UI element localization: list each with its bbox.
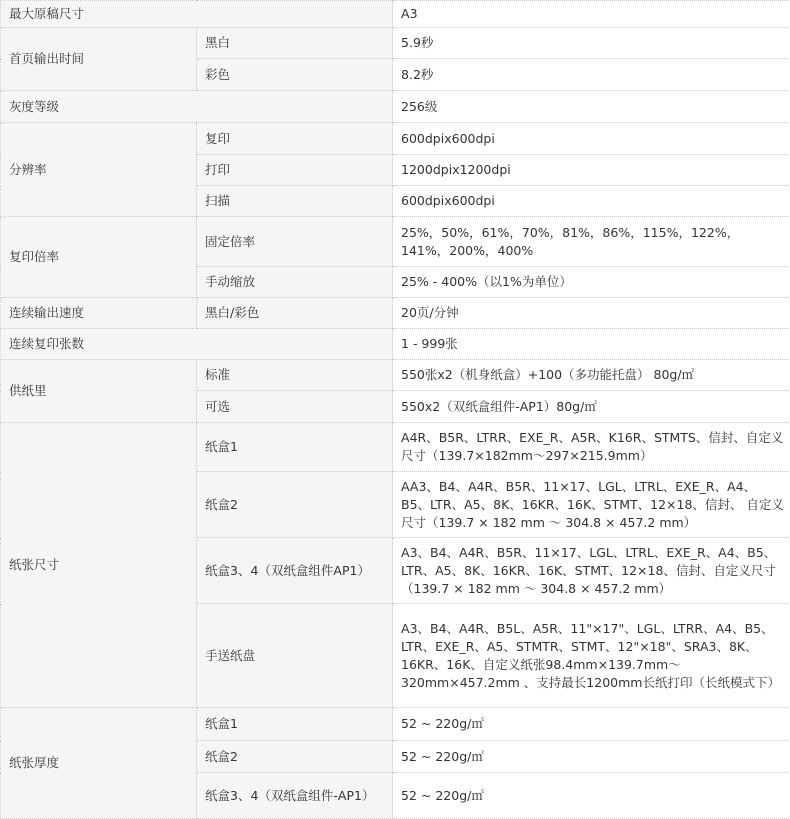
sub-paper-supply-standard: 标准: [197, 360, 393, 391]
sub-first-output-color: 彩色: [197, 59, 393, 91]
value-paper-size-tray2: AA3、B4、A4R、B5R、11×17、LGL、LTRL、EXE_R、A4、B5、LTR、A5、8K、16KR、16K、STMT、12×18、信封、 自定义尺寸（139.7 × 182 mm ～ 304.8 × 457.2 mm）: [393, 472, 790, 538]
row-resolution-copy: [1, 123, 790, 155]
label-paper-supply: 供纸里: [1, 360, 197, 423]
row-speed: [1, 298, 790, 329]
label-continuous-copy: 连续复印张数: [1, 329, 393, 360]
sub-paper-weight-tray34: 纸盒3、4（双纸盒组件-AP1）: [197, 773, 393, 819]
sub-paper-size-tray1: 纸盒1: [197, 423, 393, 472]
value-paper-supply-optional: 550x2（双纸盒组件-AP1）80g/㎡: [393, 391, 790, 423]
label-zoom: 复印倍率: [1, 217, 197, 298]
sub-paper-size-tray2: 纸盒2: [197, 472, 393, 538]
sub-paper-weight-tray2: 纸盒2: [197, 741, 393, 773]
label-paper-size: 纸张尺寸: [1, 423, 197, 708]
sub-resolution-copy: 复印: [197, 123, 393, 155]
value-paper-size-tray1: A4R、B5R、LTRR、EXE_R、A5R、K16R、STMTS、信封、自定义尺寸（139.7×182mm～297×215.9mm）: [393, 423, 790, 472]
label-max-original: 最大原稿尺寸: [1, 1, 393, 28]
row-paper-size-tray1: [1, 423, 790, 472]
value-first-output-bw: 5.9秒: [393, 28, 790, 59]
sub-zoom-fixed: 固定倍率: [197, 217, 393, 267]
value-continuous-copy: 1 - 999张: [393, 329, 790, 360]
label-grayscale: 灰度等级: [1, 91, 393, 123]
sub-resolution-print: 打印: [197, 155, 393, 186]
value-paper-size-tray34: A3、B4、A4R、B5R、11×17、LGL、LTRL、EXE_R、A4、B5、LTR、A5、8K、16KR、16K、STMT、12×18、信封、自定义尺寸（139.7 × 182 mm ～ 304.8 × 457.2 mm）: [393, 538, 790, 604]
value-max-original: A3: [393, 1, 790, 28]
value-zoom-fixed: 25%，50%，61%，70%，81%，86%，115%，122%，141%，200%，400%: [393, 217, 790, 267]
row-zoom-fixed: [1, 217, 790, 267]
value-zoom-manual: 25% - 400%（以1%为单位）: [393, 267, 790, 298]
row-paper-weight-tray1: [1, 708, 790, 741]
sub-paper-size-tray34: 纸盒3、4（双纸盒组件AP1）: [197, 538, 393, 604]
label-speed: 连续输出速度: [1, 298, 197, 329]
label-paper-weight: 纸张厚度: [1, 708, 197, 819]
row-continuous-copy: [1, 329, 790, 360]
value-resolution-scan: 600dpix600dpi: [393, 186, 790, 217]
value-paper-weight-tray1: 52 ~ 220g/㎡: [393, 708, 790, 741]
sub-paper-weight-tray1: 纸盒1: [197, 708, 393, 741]
value-resolution-print: 1200dpix1200dpi: [393, 155, 790, 186]
label-resolution: 分辨率: [1, 123, 197, 217]
value-speed: 20页/分钟: [393, 298, 790, 329]
value-paper-size-bypass: A3、B4、A4R、B5L、A5R、11"×17"、LGL、LTRR、A4、B5、LTR、EXE_R、A5、STMTR、STMT、12"×18"、SRA3、8K、16KR、16K、自定义纸张98.4mm×139.7mm～320mm×457.2mm 、支持最长1200mm长纸打印（长纸模式下）: [393, 604, 790, 708]
value-first-output-color: 8.2秒: [393, 59, 790, 91]
row-grayscale: [1, 91, 790, 123]
label-first-output: 首页输出时间: [1, 28, 197, 91]
sub-speed: 黑白/彩色: [197, 298, 393, 329]
sub-zoom-manual: 手动缩放: [197, 267, 393, 298]
sub-resolution-scan: 扫描: [197, 186, 393, 217]
sub-paper-supply-optional: 可选: [197, 391, 393, 423]
value-paper-weight-tray2: 52 ~ 220g/㎡: [393, 741, 790, 773]
row-first-output-bw: [1, 28, 790, 59]
value-paper-supply-standard: 550张x2（机身纸盒）+100（多功能托盘） 80g/㎡: [393, 360, 790, 391]
value-grayscale: 256级: [393, 91, 790, 123]
sub-paper-size-bypass: 手送纸盘: [197, 604, 393, 708]
value-resolution-copy: 600dpix600dpi: [393, 123, 790, 155]
row-paper-supply-standard: [1, 360, 790, 391]
sub-first-output-bw: 黑白: [197, 28, 393, 59]
row-max-original: [1, 1, 790, 28]
value-paper-weight-tray34: 52 ~ 220g/㎡: [393, 773, 790, 819]
